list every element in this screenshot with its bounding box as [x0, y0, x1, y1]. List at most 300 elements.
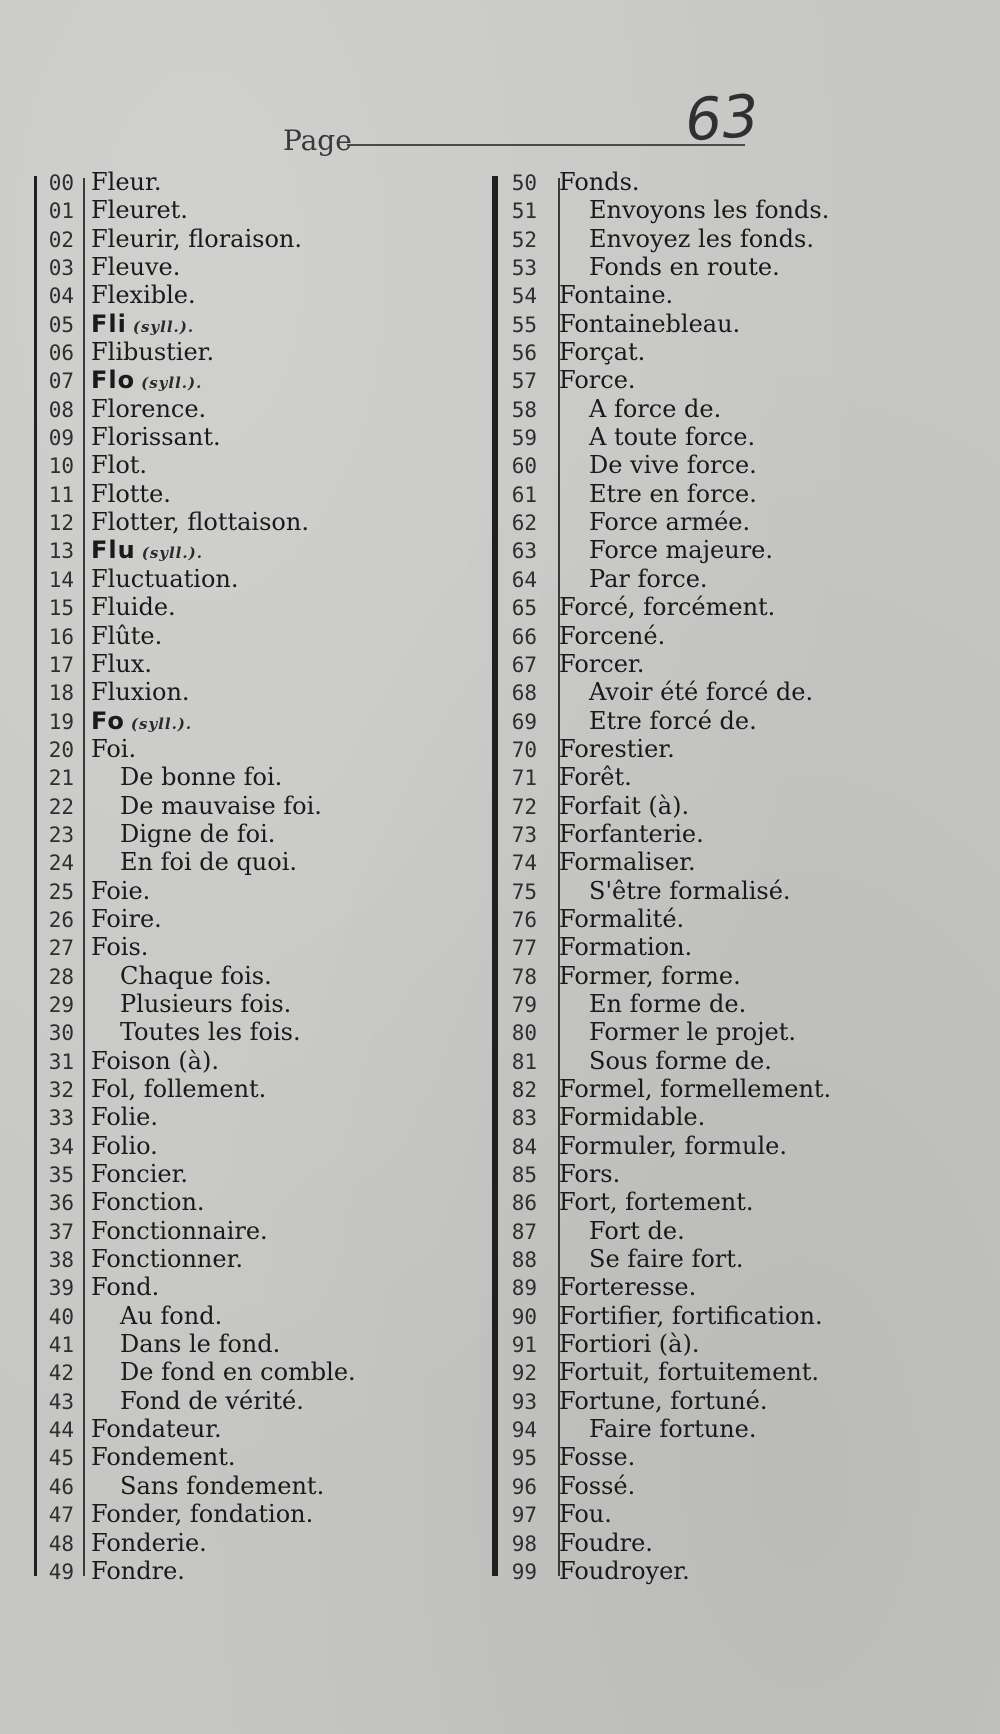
code-number: 70: [511, 737, 537, 762]
code-number: 09: [48, 426, 74, 451]
code-word: Dans le fond.: [120, 1330, 281, 1359]
code-entry: [34, 905, 454, 933]
code-number: 64: [511, 567, 537, 592]
code-number: 33: [48, 1106, 74, 1131]
code-entry: [34, 1217, 454, 1245]
code-word: Envoyez les fonds.: [589, 224, 814, 253]
code-word: Envoyons les fonds.: [589, 196, 830, 225]
code-number: 99: [511, 1559, 537, 1584]
code-word: Flotte.: [91, 479, 171, 508]
code-entry: [495, 1415, 935, 1443]
code-number: 04: [48, 284, 74, 309]
code-number: 97: [511, 1503, 537, 1528]
code-entry: [495, 735, 935, 763]
code-word: De fond en comble.: [120, 1358, 356, 1387]
code-entry: [34, 1387, 454, 1415]
code-number: 13: [48, 539, 74, 564]
code-number: 54: [511, 284, 537, 309]
code-number: 39: [48, 1276, 74, 1301]
code-number: 86: [511, 1191, 537, 1216]
code-word: Fondement.: [91, 1443, 236, 1472]
code-entry: [34, 990, 454, 1018]
code-number: 89: [511, 1276, 537, 1301]
code-word: Fois.: [91, 933, 149, 962]
code-number: 07: [48, 369, 74, 394]
code-number: 46: [48, 1474, 74, 1499]
code-number: 34: [48, 1134, 74, 1159]
code-word: Fondateur.: [91, 1415, 222, 1444]
code-entry: [34, 1047, 454, 1075]
code-word: Foison (à).: [91, 1046, 219, 1075]
code-entry: [34, 1302, 454, 1330]
code-entry: [495, 1160, 935, 1188]
code-word: Flux.: [91, 649, 152, 678]
code-entry: [34, 395, 454, 423]
code-entry: [34, 480, 454, 508]
code-number: 93: [511, 1389, 537, 1414]
code-word: Formaliser.: [559, 848, 696, 877]
code-number: 44: [48, 1418, 74, 1443]
code-entry: [495, 1557, 935, 1585]
code-entry: [34, 763, 454, 791]
code-number: 98: [511, 1531, 537, 1556]
code-entry: [495, 1273, 935, 1301]
code-number: 72: [511, 794, 537, 819]
code-word: Fortifier, fortification.: [559, 1301, 823, 1330]
code-entry: [495, 1302, 935, 1330]
code-entry: [495, 1472, 935, 1500]
code-word: Fleurir, floraison.: [91, 224, 302, 253]
code-entry: [34, 933, 454, 961]
code-word: Fonds.: [559, 168, 640, 196]
code-word: Flotter, flottaison.: [91, 508, 309, 537]
code-number: 03: [48, 256, 74, 281]
code-word: Forcé, forcément.: [559, 593, 776, 622]
header-rule: [347, 144, 745, 146]
code-word: Formalité.: [559, 904, 685, 933]
code-number: 69: [511, 709, 537, 734]
code-entry: [34, 1330, 454, 1358]
code-entry: [34, 678, 454, 706]
left-code-column: [34, 168, 454, 1585]
code-number: 21: [48, 766, 74, 791]
code-word: Fors.: [559, 1160, 621, 1189]
code-entry: [34, 168, 454, 196]
code-entry: [34, 1188, 454, 1216]
code-word: A force de.: [589, 394, 722, 423]
code-entry: [34, 1132, 454, 1160]
code-word: Foi.: [91, 734, 137, 763]
code-word: Flibustier.: [91, 338, 215, 367]
syllable-entry: [74, 310, 194, 341]
code-entry: [34, 1358, 454, 1386]
code-number: 49: [48, 1559, 74, 1584]
code-number: 02: [48, 227, 74, 252]
code-entry: [495, 1103, 935, 1131]
code-number: 87: [511, 1219, 537, 1244]
code-number: 90: [511, 1304, 537, 1329]
code-number: 30: [48, 1021, 74, 1046]
code-word: Digne de foi.: [120, 819, 276, 848]
code-entry: [34, 196, 454, 224]
syllable-note: (syll.).: [132, 317, 195, 336]
code-number: 83: [511, 1106, 537, 1131]
code-entry: [495, 1018, 935, 1046]
code-entry: [34, 1472, 454, 1500]
code-entry: [34, 310, 454, 338]
syllable-note: (syll.).: [141, 374, 203, 393]
code-word: Fortiori (à).: [559, 1330, 700, 1359]
code-number: 78: [511, 964, 537, 989]
code-word: Fosse.: [559, 1443, 636, 1472]
code-word: Forcer.: [559, 649, 645, 678]
code-number: 52: [511, 227, 537, 252]
code-number: 16: [48, 624, 74, 649]
code-number: 41: [48, 1333, 74, 1358]
code-word: Former, forme.: [559, 961, 741, 990]
code-entry: [495, 1245, 935, 1273]
code-number: 28: [48, 964, 74, 989]
code-entry: [34, 225, 454, 253]
code-word: Fou.: [559, 1500, 612, 1529]
code-word: Folio.: [91, 1131, 158, 1160]
code-number: 40: [48, 1304, 74, 1329]
code-entry: [495, 1132, 935, 1160]
code-word: Toutes les fois.: [120, 1018, 301, 1047]
page-label: Page: [283, 124, 352, 157]
code-word: En forme de.: [589, 989, 747, 1018]
code-number: 58: [511, 397, 537, 422]
code-word: Etre en force.: [589, 479, 757, 508]
syllable-text: Flo: [91, 366, 136, 395]
syllable-note: (syll.).: [130, 714, 193, 733]
code-entry: [495, 962, 935, 990]
code-entry: [34, 565, 454, 593]
code-entry: [495, 1330, 935, 1358]
code-word: Foncier.: [91, 1160, 189, 1189]
code-number: 79: [511, 992, 537, 1017]
code-word: Fossé.: [559, 1471, 636, 1500]
code-word: Etre forcé de.: [589, 706, 757, 735]
page-header: [275, 81, 775, 168]
code-entry: [34, 423, 454, 451]
code-number: 29: [48, 992, 74, 1017]
code-entry: [34, 536, 454, 564]
code-number: 91: [511, 1333, 537, 1358]
code-word: Fonder, fondation.: [91, 1500, 314, 1529]
code-entry: [34, 622, 454, 650]
code-entry: [34, 820, 454, 848]
code-entry: [34, 1160, 454, 1188]
code-entry: [495, 508, 935, 536]
code-entry: [34, 792, 454, 820]
code-word: Flexible.: [91, 281, 196, 310]
code-number: 15: [48, 596, 74, 621]
code-word: Formidable.: [559, 1103, 706, 1132]
code-number: 62: [511, 511, 537, 536]
code-word: Foire.: [91, 904, 162, 933]
code-number: 37: [48, 1219, 74, 1244]
code-word: Fontaine.: [559, 281, 674, 310]
syllable-entry: [74, 707, 192, 738]
code-entry: [34, 848, 454, 876]
code-number: 56: [511, 341, 537, 366]
code-word: Flûte.: [91, 621, 163, 650]
code-word: Forêt.: [559, 763, 632, 792]
right-code-column: [495, 168, 935, 1585]
code-word: Fol, follement.: [91, 1075, 267, 1103]
code-word: Avoir été forcé de.: [589, 678, 814, 707]
code-word: Florence.: [91, 394, 207, 423]
code-number: 50: [511, 171, 537, 195]
code-entry: [495, 225, 935, 253]
code-entry: [495, 848, 935, 876]
syllable-text: Fo: [91, 706, 125, 735]
code-word: Sans fondement.: [120, 1471, 325, 1500]
code-entry: [495, 707, 935, 735]
code-number: 92: [511, 1361, 537, 1386]
code-number: 05: [48, 312, 74, 337]
code-word: S'être formalisé.: [589, 876, 791, 905]
code-entry: [34, 1557, 454, 1585]
code-entry: [495, 678, 935, 706]
syllable-entry: [74, 366, 202, 397]
code-entry: [495, 1047, 935, 1075]
code-word: A toute force.: [589, 423, 756, 452]
code-entry: [34, 1103, 454, 1131]
code-entry: [495, 1443, 935, 1471]
code-number: 85: [511, 1163, 537, 1188]
code-word: Force.: [559, 366, 636, 395]
code-word: Folie.: [91, 1103, 158, 1132]
code-word: Sous forme de.: [589, 1046, 772, 1075]
code-number: 84: [511, 1134, 537, 1159]
code-entry: [495, 253, 935, 281]
code-entry: [34, 735, 454, 763]
code-number: 96: [511, 1474, 537, 1499]
code-entry: [34, 1415, 454, 1443]
code-number: 60: [511, 454, 537, 479]
code-entry: [495, 622, 935, 650]
code-number: 68: [511, 681, 537, 706]
code-entry: [34, 451, 454, 479]
code-number: 12: [48, 511, 74, 536]
code-number: 81: [511, 1049, 537, 1074]
code-word: Foudre.: [559, 1528, 653, 1557]
code-word: Florissant.: [91, 423, 221, 452]
code-word: Au fond.: [120, 1301, 223, 1330]
code-word: Formation.: [559, 933, 693, 962]
code-entry: [495, 1217, 935, 1245]
code-number: 94: [511, 1418, 537, 1443]
code-number: 00: [48, 171, 74, 195]
code-number: 42: [48, 1361, 74, 1386]
code-word: Forteresse.: [559, 1273, 697, 1302]
code-entry: [34, 508, 454, 536]
code-number: 43: [48, 1389, 74, 1414]
code-word: Fortuit, fortuitement.: [559, 1358, 820, 1387]
syllable-text: Fli: [91, 309, 127, 338]
code-word: En foi de quoi.: [120, 848, 298, 877]
code-entry: [495, 366, 935, 394]
code-entry: [34, 366, 454, 394]
code-number: 55: [511, 312, 537, 337]
code-entry: [495, 338, 935, 366]
code-entry: [495, 1188, 935, 1216]
code-entry: [495, 820, 935, 848]
code-entry: [495, 1500, 935, 1528]
code-entry: [495, 1075, 935, 1103]
code-word: Fleur.: [91, 168, 162, 196]
code-number: 53: [511, 256, 537, 281]
code-word: Se faire fort.: [589, 1245, 744, 1274]
code-word: Foudroyer.: [559, 1556, 690, 1585]
code-word: Flot.: [91, 451, 148, 480]
code-number: 67: [511, 652, 537, 677]
code-word: Fonction.: [91, 1188, 205, 1217]
code-word: Forfanterie.: [559, 819, 704, 848]
code-number: 20: [48, 737, 74, 762]
code-word: Fleuve.: [91, 253, 181, 282]
code-entry: [495, 933, 935, 961]
code-entry: [34, 962, 454, 990]
code-number: 95: [511, 1446, 537, 1471]
code-word: Forçat.: [559, 338, 646, 367]
code-word: Chaque fois.: [120, 961, 272, 990]
code-number: 45: [48, 1446, 74, 1471]
code-number: 22: [48, 794, 74, 819]
code-number: 10: [48, 454, 74, 479]
code-word: Fonderie.: [91, 1528, 207, 1557]
code-number: 57: [511, 369, 537, 394]
code-number: 65: [511, 596, 537, 621]
code-entry: [34, 1529, 454, 1557]
code-entry: [34, 1500, 454, 1528]
handwritten-page-number: 63: [682, 81, 762, 155]
code-word: Force armée.: [589, 508, 751, 537]
code-number: 26: [48, 907, 74, 932]
code-entry: [495, 1529, 935, 1557]
code-entry: [34, 338, 454, 366]
code-entry: [495, 480, 935, 508]
code-number: 66: [511, 624, 537, 649]
code-entry: [34, 253, 454, 281]
code-word: Former le projet.: [589, 1018, 797, 1047]
code-number: 06: [48, 341, 74, 366]
code-word: Fort de.: [589, 1216, 685, 1245]
code-entry: [34, 650, 454, 678]
code-number: 36: [48, 1191, 74, 1216]
code-entry: [495, 281, 935, 309]
code-number: 71: [511, 766, 537, 791]
code-word: Plusieurs fois.: [120, 989, 292, 1018]
code-number: 23: [48, 822, 74, 847]
code-entry: [34, 1075, 454, 1103]
code-word: Fluxion.: [91, 678, 190, 707]
code-entry: [34, 593, 454, 621]
code-number: 82: [511, 1078, 537, 1102]
code-entry: [495, 395, 935, 423]
code-word: De bonne foi.: [120, 763, 283, 792]
code-word: Forcené.: [559, 621, 666, 650]
code-entry: [34, 1245, 454, 1273]
code-number: 51: [511, 199, 537, 224]
code-entry: [34, 707, 454, 735]
code-number: 14: [48, 567, 74, 592]
code-number: 73: [511, 822, 537, 847]
code-word: Foie.: [91, 876, 151, 905]
code-word: Formuler, formule.: [559, 1131, 787, 1160]
code-entry: [495, 423, 935, 451]
code-word: Fontainebleau.: [559, 309, 741, 338]
code-number: 48: [48, 1531, 74, 1556]
code-entry: [495, 877, 935, 905]
code-entry: [34, 1018, 454, 1046]
code-number: 47: [48, 1503, 74, 1528]
code-entry: [495, 565, 935, 593]
code-number: 38: [48, 1248, 74, 1273]
code-number: 19: [48, 709, 74, 734]
code-word: Fortune, fortuné.: [559, 1386, 768, 1415]
code-entry: [495, 451, 935, 479]
code-word: Force majeure.: [589, 536, 774, 565]
code-word: Fonctionnaire.: [91, 1216, 268, 1245]
code-word: Fluctuation.: [91, 564, 239, 593]
code-number: 74: [511, 851, 537, 876]
code-entry: [495, 196, 935, 224]
code-word: Par force.: [589, 564, 708, 593]
syllable-note: (syll.).: [141, 544, 203, 563]
code-number: 01: [48, 199, 74, 224]
code-entry: [495, 310, 935, 338]
code-entry: [495, 792, 935, 820]
code-word: Fonds en route.: [589, 253, 780, 282]
code-entry: [495, 536, 935, 564]
code-number: 08: [48, 397, 74, 422]
code-word: De vive force.: [589, 451, 757, 480]
code-word: Formel, formellement.: [559, 1075, 832, 1103]
code-word: Faire fortune.: [589, 1415, 757, 1444]
code-entry: [495, 168, 935, 196]
code-number: 24: [48, 851, 74, 876]
code-entry: [495, 1358, 935, 1386]
code-word: Fondre.: [91, 1556, 185, 1585]
code-number: 27: [48, 936, 74, 961]
code-entry: [495, 593, 935, 621]
syllable-text: Flu: [91, 536, 136, 565]
code-number: 31: [48, 1049, 74, 1074]
code-word: Fleuret.: [91, 196, 188, 225]
code-entry: [34, 1443, 454, 1471]
code-entry: [495, 990, 935, 1018]
code-entry: [495, 905, 935, 933]
code-entry: [495, 763, 935, 791]
syllable-entry: [74, 536, 203, 567]
code-entry: [495, 650, 935, 678]
code-number: 18: [48, 681, 74, 706]
code-number: 76: [511, 907, 537, 932]
code-number: 88: [511, 1248, 537, 1273]
code-entry: [34, 1273, 454, 1301]
code-number: 63: [511, 539, 537, 564]
code-number: 61: [511, 482, 537, 507]
code-word: Forfait (à).: [559, 791, 690, 820]
code-entry: [495, 1387, 935, 1415]
code-number: 25: [48, 879, 74, 904]
code-number: 75: [511, 879, 537, 904]
code-word: De mauvaise foi.: [120, 791, 322, 820]
code-number: 32: [48, 1078, 74, 1102]
